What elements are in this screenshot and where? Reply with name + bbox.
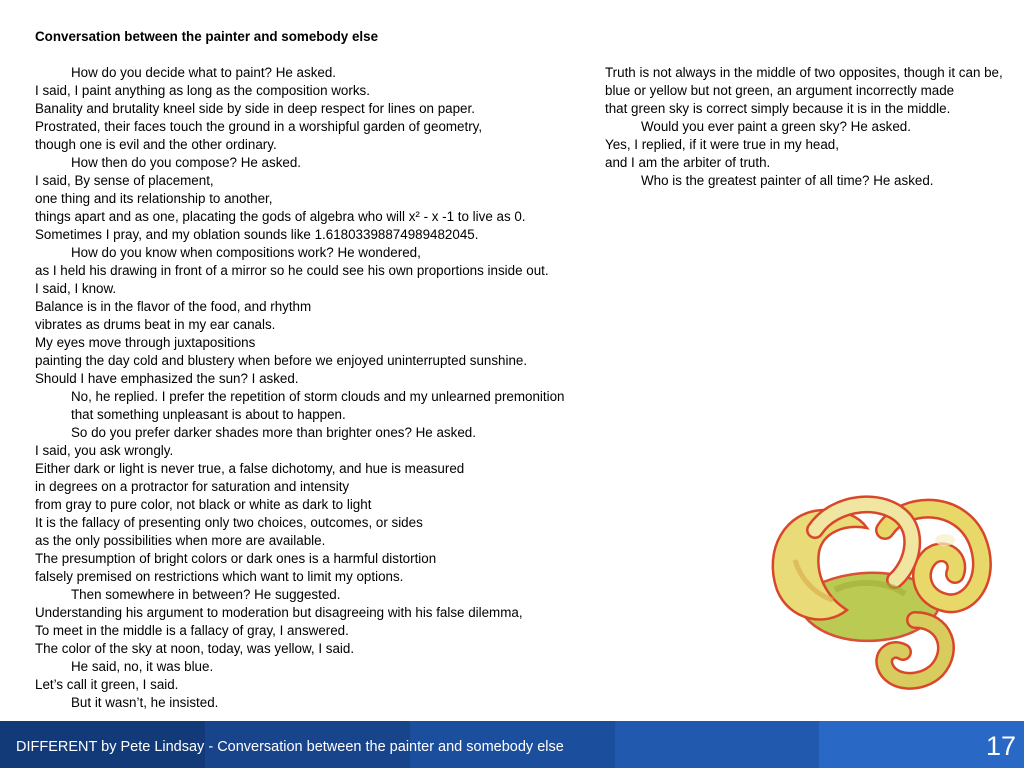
poem-line: that something unpleasant is about to happen.	[71, 407, 346, 422]
poem-line: I said, By sense of placement,	[35, 173, 214, 188]
poem-line: The color of the sky at noon, today, was yellow, I said.	[35, 641, 355, 656]
poem-line: I said, I paint anything as long as the composition works.	[35, 83, 370, 98]
footer-segment	[615, 721, 819, 768]
poem-line: as I held his drawing in front of a mirror so he could see his own proportions inside out.	[35, 263, 549, 278]
poem-line: things apart and as one, placating the gods of algebra who will x² - x -1 to live as 0.	[35, 209, 526, 224]
poem-line: Should I have emphasized the sun? I asked.	[35, 371, 299, 386]
poem-line: Balance is in the flavor of the food, and rhythm	[35, 299, 312, 314]
poem-line: vibrates as drums beat in my ear canals.	[35, 317, 276, 332]
footer-bar	[0, 721, 1024, 768]
poem-line: To meet in the middle is a fallacy of gray, I answered.	[35, 623, 349, 638]
poem-line: Would you ever paint a green sky? He asked.	[641, 119, 911, 134]
poem-line: as the only possibilities when more are available.	[35, 533, 326, 548]
poem-line: in degrees on a protractor for saturation and intensity	[35, 479, 350, 494]
poem-title: Conversation between the painter and somebody else	[35, 29, 379, 44]
poem-line: The presumption of bright colors or dark ones is a harmful distortion	[35, 551, 437, 566]
poem-line: Understanding his argument to moderation but disagreeing with his false dilemma,	[35, 605, 523, 620]
poem-line: Yes, I replied, if it were true in my head,	[605, 137, 839, 152]
poem-line: Let’s call it green, I said.	[35, 677, 179, 692]
poem-line: falsely premised on restrictions which want to limit my options.	[35, 569, 404, 584]
poem-right-column	[605, 64, 1015, 190]
painting-illustration	[755, 470, 995, 700]
poem-line: blue or yellow but not green, an argument incorrectly made	[605, 83, 955, 98]
poem-left-column	[35, 28, 595, 712]
poem-line: painting the day cold and blustery when before we enjoyed uninterrupted sunshine.	[35, 353, 528, 368]
poem-line: Prostrated, their faces touch the ground in a worshipful garden of geometry,	[35, 119, 483, 134]
poem-line: I said, you ask wrongly.	[35, 443, 174, 458]
poem-line: one thing and its relationship to another,	[35, 191, 273, 206]
poem-lines-left	[35, 64, 595, 712]
poem-line: and I am the arbiter of truth.	[605, 155, 771, 170]
poem-line: Then somewhere in between? He suggested.	[71, 587, 341, 602]
poem-line: from gray to pure color, not black or white as dark to light	[35, 497, 372, 512]
poem-line: How do you decide what to paint? He asked.	[71, 65, 337, 80]
poem-line: that green sky is correct simply because it is in the middle.	[605, 101, 951, 116]
poem-line: Who is the greatest painter of all time? He asked.	[641, 173, 934, 188]
poem-line: I said, I know.	[35, 281, 117, 296]
poem-line: Truth is not always in the middle of two opposites, though it can be,	[605, 65, 1003, 80]
poem-line: How then do you compose? He asked.	[71, 155, 302, 170]
poem-line: Sometimes I pray, and my oblation sounds like 1.61803398874989482045.	[35, 227, 479, 242]
poem-line: My eyes move through juxtapositions	[35, 335, 256, 350]
poem-line: though one is evil and the other ordinary.	[35, 137, 277, 152]
poem-line: Either dark or light is never true, a false dichotomy, and hue is measured	[35, 461, 465, 476]
poem-line: Banality and brutality kneel side by side in deep respect for lines on paper.	[35, 101, 475, 116]
poem-line: He said, no, it was blue.	[71, 659, 214, 674]
poem-line: It is the fallacy of presenting only two choices, outcomes, or sides	[35, 515, 423, 530]
footer-title: DIFFERENT by Pete Lindsay - Conversation between the painter and somebody else	[16, 739, 564, 755]
page-number: 17	[985, 731, 1016, 761]
poem-line: So do you prefer darker shades more than brighter ones? He asked.	[71, 425, 476, 440]
abstract-swirl-painting-icon	[755, 470, 995, 700]
poem-line: But it wasn’t, he insisted.	[71, 695, 219, 710]
poem-lines-right	[605, 64, 1015, 190]
poem-line: No, he replied. I prefer the repetition of storm clouds and my unlearned premonition	[71, 389, 565, 404]
poem-line: How do you know when compositions work? He wondered,	[71, 245, 421, 260]
